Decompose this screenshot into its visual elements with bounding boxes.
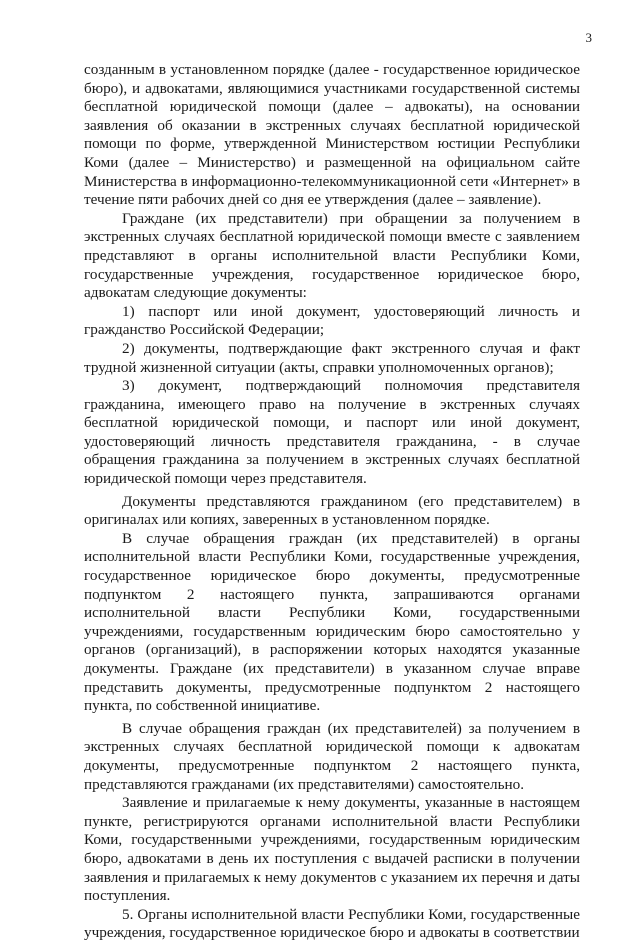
paragraph-item-1: 1) паспорт или иной документ, удостоверяющий личность и гражданство Российской Федерации;: [84, 302, 580, 339]
paragraph-item-5: 5. Органы исполнительной власти Республики Коми, государственные учреждения, государственное юридическое бюро и адвокаты в соответствии: [84, 905, 580, 942]
page-number: 3: [585, 30, 592, 45]
paragraph-item-3: 3) документ, подтверждающий полномочия представителя гражданина, имеющего право на получение в экстренных случаях бесплатной юридической помощи, и паспорт или иной документ, удостоверяющий личность представителя гражданина, - в случае обращения гражданина за получением в экстренных случаях бесплатной юридической помощи через представителя.: [84, 377, 580, 488]
paragraph-documents-intro: Граждане (их представители) при обращении за получением в экстренных случаях бесплатной юридической помощи вместе с заявлением представляют в органы исполнительной власти Республики Коми, государственные учреждения, государственное юридическое бюро, адвокатам следующие документы:: [84, 209, 580, 302]
paragraph-originals: Документы представляются гражданином (его представителем) в оригиналах или копиях, заверенных в установленном порядке.: [84, 492, 580, 529]
document-body: [84, 61, 580, 943]
paragraph-registration: Заявление и прилагаемые к нему документы, указанные в настоящем пункте, регистрируются органами исполнительной власти Республики Коми, государственными учреждениями, государственным юридическим бюро, адвокатами в день их поступления с выдачей расписки в получении заявления и прилагаемых к нему документов с указанием их перечня и даты поступления.: [84, 794, 580, 905]
paragraph-continuation: созданным в установленном порядке (далее - государственное юридическое бюро), и адвокатами, являющимися участниками государственной системы бесплатной юридической помощи (далее – адвокаты), на основании заявления об оказании в экстренных случаях бесплатной юридической помощи по форме, утвержденной Министерством юстиции Республики Коми (далее – Министерство) и размещенной на официальном сайте Министерства в информационно-телекоммуникационной сети «Интернет» в течение пяти рабочих дней со дня ее утверждения (далее – заявление).: [84, 61, 580, 209]
paragraph-state-bodies: В случае обращения граждан (их представителей) в органы исполнительной власти Республики Коми, государственные учреждения, государственное юридическое бюро документы, предусмотренные подпунктом 2 настоящего пункта, запрашиваются органами исполнительной власти Республики Коми, государственными учреждениями, государственным юридическим бюро самостоятельно у органов (организаций), в распоряжении которых находятся указанные документы. Граждане (их представители) в указанном случае вправе представить документы, предусмотренные подпунктом 2 настоящего пункта, по собственной инициативе.: [84, 529, 580, 715]
paragraph-advocates: В случае обращения граждан (их представителей) за получением в экстренных случаях бесплатной юридической помощи к адвокатам документы, предусмотренные подпунктом 2 настоящего пункта, представляются гражданами (их представителями) самостоятельно.: [84, 719, 580, 793]
paragraph-item-2: 2) документы, подтверждающие факт экстренного случая и факт трудной жизненной ситуации (акты, справки уполномоченных органов);: [84, 339, 580, 376]
